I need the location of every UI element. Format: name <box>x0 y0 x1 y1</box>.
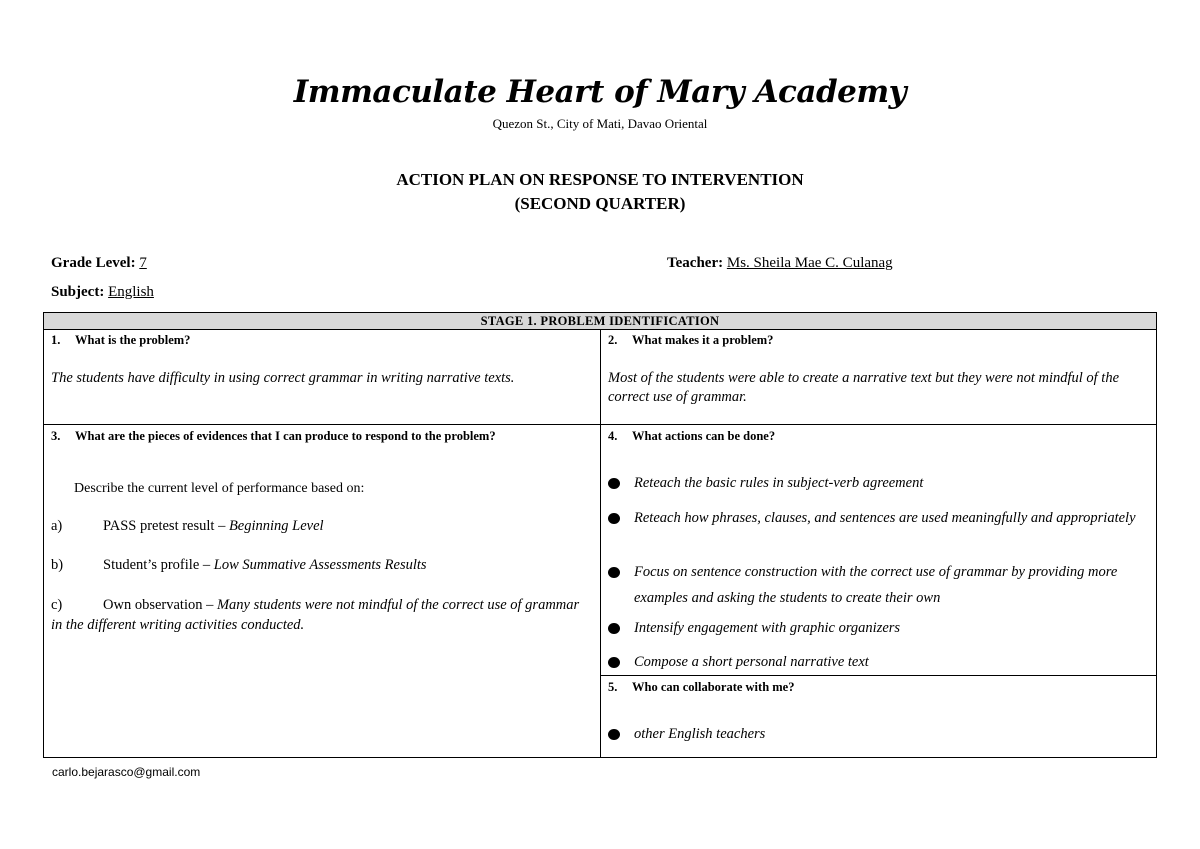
teacher <box>667 255 893 272</box>
collaborator-item <box>608 721 1148 747</box>
action-item-text: Reteach how phrases, clauses, and sentences are used meaningfully and appropriately <box>634 510 1136 526</box>
evidence-item-a-text: PASS pretest result – <box>103 518 229 534</box>
question-5-number: 5. <box>608 680 618 694</box>
action-item-text: Intensify engagement with graphic organizers <box>634 620 901 636</box>
answer-1: The students have difficulty in using correct grammar in writing narrative texts. <box>51 370 515 386</box>
action-item <box>608 649 1148 675</box>
question-1-number: 1. <box>51 333 61 347</box>
question-1 <box>51 332 591 349</box>
school-name: Immaculate Heart of Mary Academy <box>293 74 907 110</box>
bullet-icon <box>608 478 620 489</box>
row-divider <box>44 424 1156 425</box>
teacher-value: Ms. Sheila Mae C. Culanag <box>726 255 893 271</box>
bullet-icon <box>608 657 620 668</box>
evidence-item-b-text: Student’s profile – <box>103 557 214 573</box>
action-item-text: Focus on sentence construction with the correct use of grammar by providing more examples and asking the students to create their own <box>634 564 1118 606</box>
grade-level-label: Grade Level: <box>51 255 136 271</box>
question-3-text: What are the pieces of evidences that I can produce to respond to the problem? <box>75 429 496 443</box>
evidence-item-b-label: b) <box>51 557 64 573</box>
teacher-label: Teacher: <box>667 255 724 271</box>
question-4-number: 4. <box>608 429 618 443</box>
evidence-item-b-italic: Low Summative Assessments Results <box>213 557 427 573</box>
evidence-item-a-italic: Beginning Level <box>228 518 324 534</box>
grade-level-value: 7 <box>139 255 147 271</box>
question-5 <box>608 679 1148 696</box>
question-2-number: 2. <box>608 333 618 347</box>
document-title: ACTION PLAN ON RESPONSE TO INTERVENTION <box>396 170 804 189</box>
grade-level <box>51 255 147 272</box>
question-3-number: 3. <box>51 429 61 443</box>
question-5-text: Who can collaborate with me? <box>632 680 795 694</box>
question-3 <box>51 428 595 445</box>
action-item <box>608 505 1148 531</box>
action-item <box>608 615 1148 641</box>
evidence-item-b <box>51 555 591 575</box>
row-divider-right <box>601 675 1156 676</box>
question-1-text: What is the problem? <box>75 333 191 347</box>
evidence-intro: Describe the current level of performance based on: <box>74 481 365 496</box>
question-4-text: What actions can be done? <box>632 429 776 443</box>
action-item-text: Reteach the basic rules in subject-verb agreement <box>634 475 924 491</box>
collaborator-item-text: other English teachers <box>634 726 766 742</box>
document-subtitle: (SECOND QUARTER) <box>514 194 686 213</box>
subject-label: Subject: <box>51 284 105 300</box>
evidence-item-c-italic: Many students were not mindful of the correct use of grammar in the different writing activities conducted. <box>51 597 580 633</box>
question-2-text: What makes it a problem? <box>632 333 774 347</box>
subject <box>51 284 154 301</box>
subject-value: English <box>108 284 154 300</box>
action-item-text: Compose a short personal narrative text <box>634 654 869 670</box>
bullet-icon <box>608 567 620 578</box>
column-divider <box>600 329 601 757</box>
action-item <box>608 470 1148 496</box>
answer-2: Most of the students were able to create a narrative text but they were not mindful of the correct use of grammar. <box>608 370 1120 405</box>
bullet-icon <box>608 729 620 740</box>
evidence-item-c <box>51 595 591 635</box>
evidence-item-a <box>51 516 591 536</box>
question-2 <box>608 332 1148 349</box>
bullet-icon <box>608 623 620 634</box>
evidence-item-a-label: a) <box>51 518 63 534</box>
footer-email: carlo.bejarasco@gmail.com <box>52 765 201 779</box>
stage-header: STAGE 1. PROBLEM IDENTIFICATION <box>44 313 1156 330</box>
evidence-item-c-label: c) <box>51 597 63 613</box>
evidence-item-c-text: Own observation – <box>103 597 217 613</box>
school-address: Quezon St., City of Mati, Davao Oriental <box>492 116 708 131</box>
action-item <box>608 559 1148 611</box>
bullet-icon <box>608 513 620 524</box>
stage-table <box>43 312 1157 758</box>
question-4 <box>608 428 1148 445</box>
